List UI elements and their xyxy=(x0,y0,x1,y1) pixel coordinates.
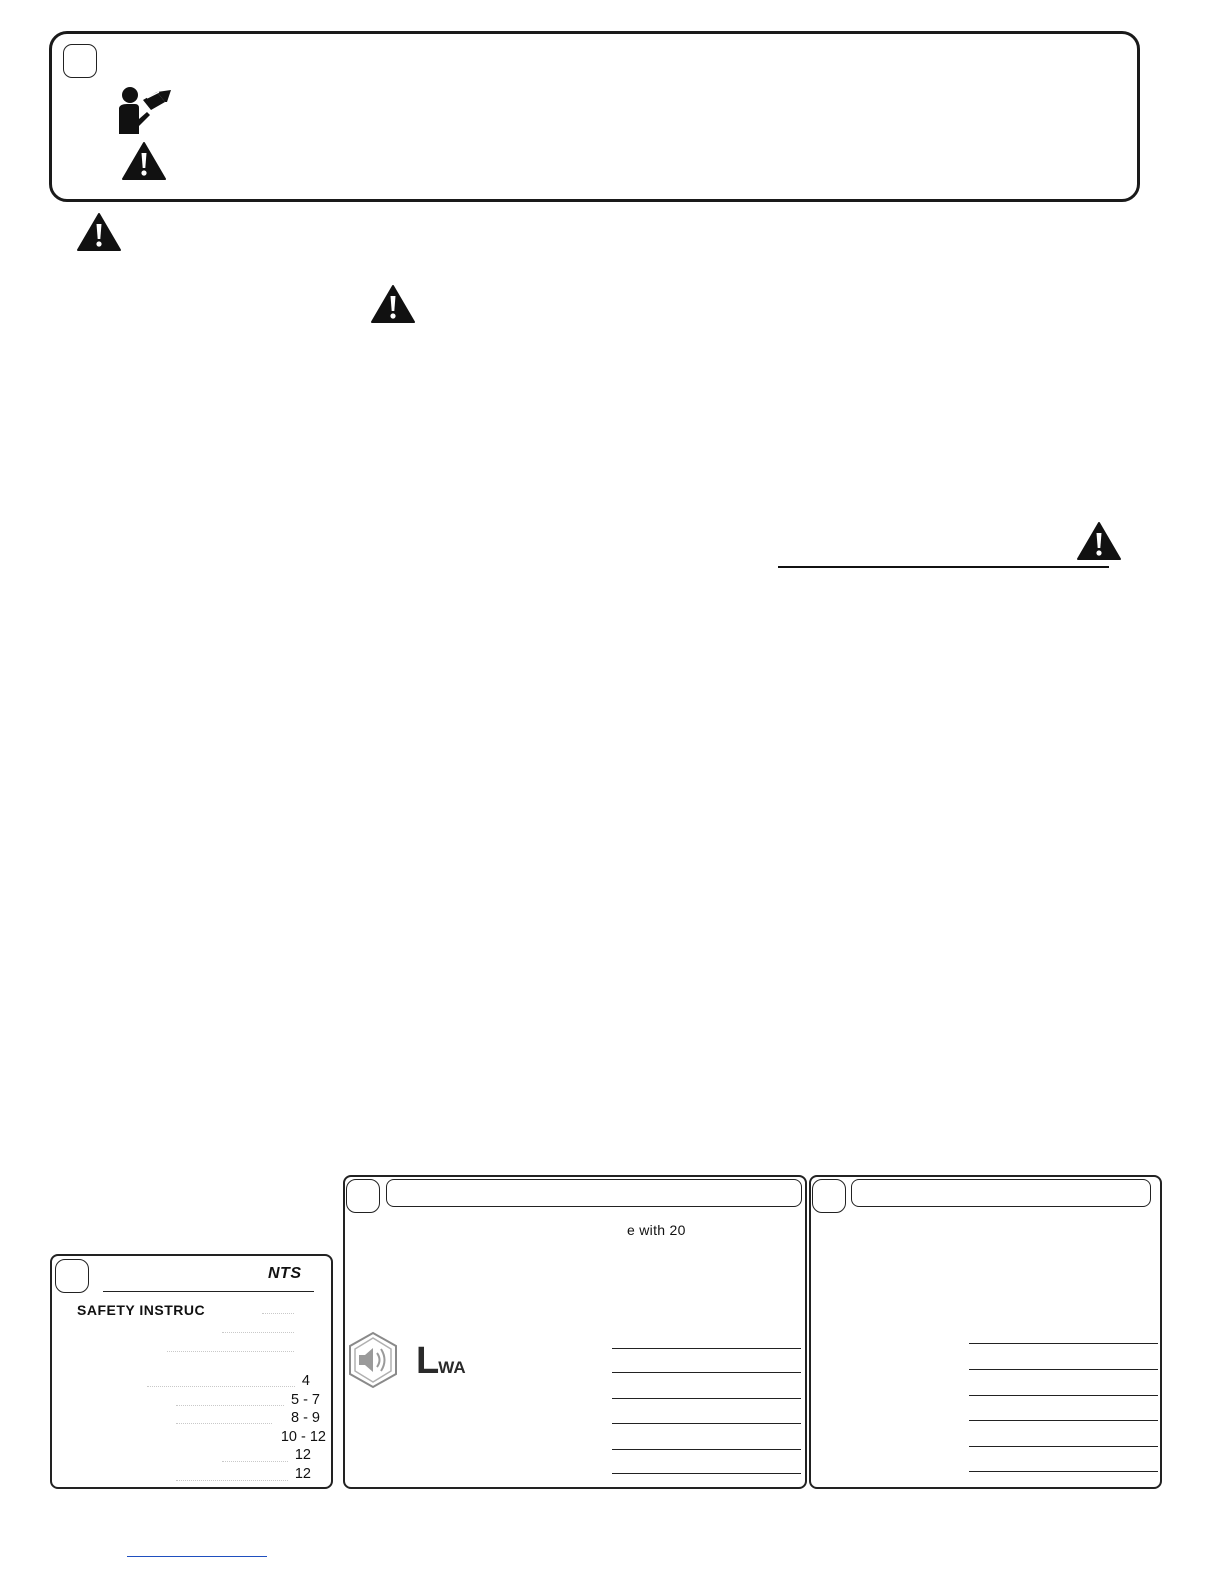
form-line xyxy=(969,1369,1158,1370)
product-record-box xyxy=(809,1175,1162,1489)
toc-page-number[interactable]: 8 - 9 xyxy=(290,1410,320,1426)
toc-page-number[interactable]: 12 xyxy=(294,1447,311,1463)
warning-triangle-icon xyxy=(76,212,122,252)
toc-dot-leader xyxy=(222,1332,294,1333)
form-line xyxy=(612,1398,801,1399)
toc-page-number[interactable]: 4 xyxy=(301,1373,310,1389)
section-rule xyxy=(778,566,1109,568)
form-line xyxy=(612,1423,801,1424)
specifications-title-bar xyxy=(386,1179,802,1207)
toc-entry-safety[interactable]: SAFETY INSTRUC xyxy=(77,1302,206,1318)
toc-dot-leader xyxy=(262,1313,294,1314)
contents-heading-rule xyxy=(103,1291,314,1292)
form-line xyxy=(969,1395,1158,1396)
warning-triangle-icon xyxy=(1076,521,1122,561)
toc-dot-leader xyxy=(167,1351,294,1352)
toc-page-number[interactable]: 10 - 12 xyxy=(280,1429,326,1445)
product-record-title-bar xyxy=(851,1179,1151,1207)
footer-link-underline[interactable] xyxy=(127,1556,267,1557)
contents-tab-marker xyxy=(55,1259,89,1293)
form-line xyxy=(612,1473,801,1474)
form-line xyxy=(612,1348,801,1349)
form-line xyxy=(969,1343,1158,1344)
toc-dot-leader xyxy=(176,1423,272,1424)
form-line xyxy=(969,1471,1158,1472)
form-line xyxy=(969,1446,1158,1447)
header-tab-marker xyxy=(63,44,97,78)
specifications-text: e with 20 xyxy=(627,1222,686,1238)
toc-page-number[interactable]: 12 xyxy=(294,1466,311,1482)
product-record-tab-marker xyxy=(812,1179,846,1213)
warning-triangle-icon xyxy=(121,141,167,181)
form-line xyxy=(969,1420,1158,1421)
contents-heading: NTS xyxy=(268,1265,302,1282)
header-box xyxy=(49,31,1140,202)
specifications-tab-marker xyxy=(346,1179,380,1213)
form-line xyxy=(612,1449,801,1450)
read-manual-icon xyxy=(117,86,175,136)
sound-power-label xyxy=(416,1341,466,1388)
sound-power-letter: L xyxy=(416,1340,439,1382)
sound-power-subscript: WA xyxy=(438,1358,466,1377)
specifications-box xyxy=(343,1175,807,1489)
warning-triangle-icon xyxy=(370,284,416,324)
form-line xyxy=(612,1372,801,1373)
sound-power-icon xyxy=(347,1331,399,1389)
toc-page-number[interactable]: 5 - 7 xyxy=(290,1392,320,1408)
